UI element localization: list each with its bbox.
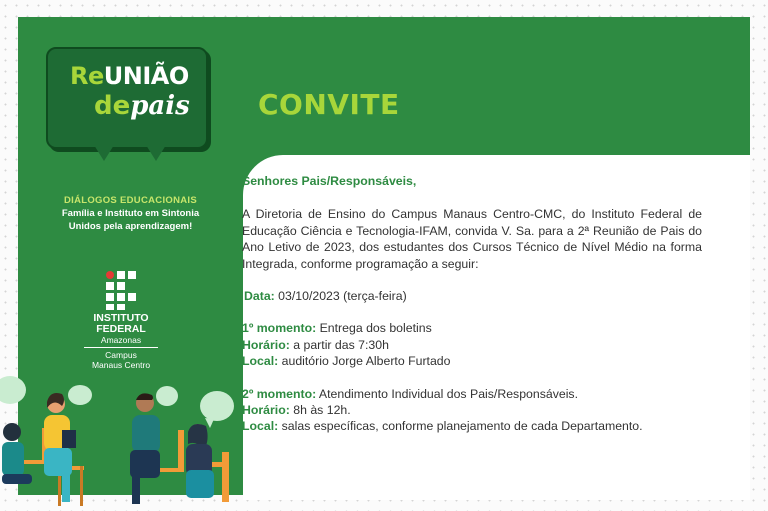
moment-value: Entrega dos boletins <box>316 321 432 336</box>
page-title: CONVITE <box>258 88 400 121</box>
institution-logo <box>78 271 164 370</box>
speech-bubble-icon <box>0 376 26 404</box>
bubble-tail-left <box>94 145 114 161</box>
logo-re-text: Re <box>70 62 104 90</box>
moment-label: 1º momento: <box>242 321 317 336</box>
moment-value: Atendimento Individual dos Pais/Responsáveis. <box>316 386 578 401</box>
moment-title <box>242 386 702 402</box>
letter-body <box>242 173 702 451</box>
speech-bubble-icon <box>200 391 234 421</box>
date-value: 03/10/2023 (terça-feira) <box>274 289 407 304</box>
event-date <box>242 288 702 304</box>
place-value: auditório Jorge Alberto Furtado <box>278 354 451 369</box>
institution-state: Amazonas <box>84 335 158 348</box>
intro-paragraph: A Diretoria de Ensino do Campus Manaus Centro-CMC, do Instituto Federal de Educação Ciência e Tecnologia-IFAM, convida V. Sa. para a 2ª Reunião de Pais do Ano Letivo de 2023, dos estudantes dos Cursos Técnico de Nível Médio na forma Integrada, conforme programação a seguir: <box>242 207 702 271</box>
moment-place <box>242 353 702 369</box>
time-label: Horário: <box>242 403 290 418</box>
logo-uniao-text: UNIÃO <box>103 62 189 90</box>
event-logo <box>46 47 208 149</box>
moment-label: 2º momento: <box>242 386 317 401</box>
subtitle-kicker: DIÁLOGOS EDUCACIONAIS <box>64 195 197 206</box>
place-value: salas específicas, conforme planejamento de cada Departamento. <box>278 419 643 434</box>
greeting: Senhores Pais/Responsáveis, <box>242 174 417 188</box>
date-label: Data: <box>244 289 275 304</box>
logo-pais-text: pais <box>130 91 190 121</box>
place-label: Local: <box>242 419 279 434</box>
institution-name-1: INSTITUTO <box>93 312 149 324</box>
logo-de-text: de <box>94 91 131 121</box>
place-label: Local: <box>242 354 279 369</box>
speech-bubble-icon <box>68 385 92 405</box>
moment-place <box>242 418 702 434</box>
moment-time <box>242 337 702 353</box>
moment-time <box>242 402 702 418</box>
time-label: Horário: <box>242 337 290 352</box>
moment-title <box>242 320 702 336</box>
speech-bubble-icon <box>156 386 178 406</box>
time-value: a partir das 7:30h <box>289 337 389 352</box>
subtitle-line-2: Unidos pela aprendizagem! <box>68 221 193 232</box>
time-value: 8h às 12h. <box>289 403 351 418</box>
subtitle-line-1: Família e Instituto em Sintonia <box>61 208 200 219</box>
ifam-mark-icon <box>106 271 136 311</box>
event-subtitle <box>18 194 243 233</box>
bubble-tail-right <box>146 145 166 161</box>
parents-meeting-illustration <box>0 370 240 511</box>
institution-name-2: FEDERAL <box>96 323 146 335</box>
moment-2 <box>242 386 702 435</box>
moment-1 <box>242 320 702 369</box>
campus-name: Manaus Centro <box>91 360 151 370</box>
campus-label: Campus <box>105 350 137 360</box>
